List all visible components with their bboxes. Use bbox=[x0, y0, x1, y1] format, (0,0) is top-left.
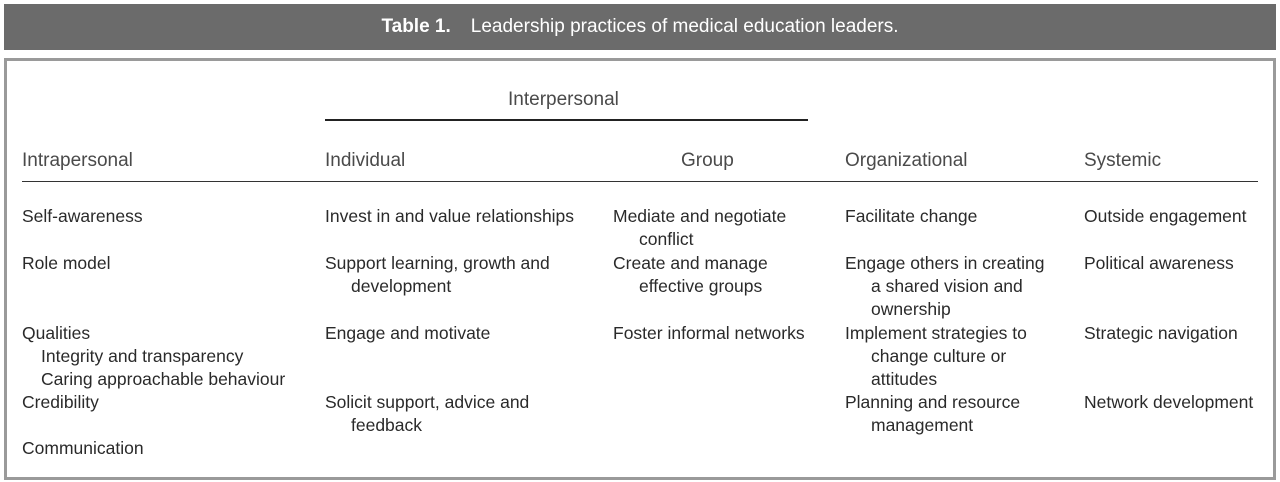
organizational-implement-line2: change culture or bbox=[871, 346, 1007, 366]
individual-engage-motivate: Engage and motivate bbox=[325, 323, 491, 343]
individual-support-learning-line1: Support learning, growth and bbox=[325, 253, 550, 273]
group-create-manage-line1: Create and manage bbox=[613, 253, 768, 273]
organizational-engage-others-line3: ownership bbox=[871, 299, 951, 319]
table-frame bbox=[4, 58, 1276, 480]
organizational-planning-line1: Planning and resource bbox=[845, 392, 1021, 412]
header-organizational: Organizational bbox=[845, 150, 968, 171]
group-create-manage-line2: effective groups bbox=[639, 276, 763, 296]
table-caption-title: Leadership practices of medical education leaders. bbox=[470, 16, 899, 37]
table-caption-label: Table 1. bbox=[381, 16, 451, 37]
spanner-rule bbox=[325, 119, 808, 121]
systemic-network-development: Network development bbox=[1084, 392, 1254, 412]
organizational-implement-line3: attitudes bbox=[871, 369, 938, 389]
header-systemic: Systemic bbox=[1084, 150, 1162, 171]
intrapersonal-quality-integrity: Integrity and transparency bbox=[41, 346, 244, 366]
header-group: Group bbox=[681, 150, 734, 171]
intrapersonal-role-model: Role model bbox=[22, 253, 111, 273]
header-rule bbox=[22, 181, 1258, 182]
intrapersonal-credibility: Credibility bbox=[22, 392, 99, 412]
header-individual: Individual bbox=[325, 150, 406, 171]
individual-solicit-support-line1: Solicit support, advice and bbox=[325, 392, 530, 412]
organizational-facilitate-change: Facilitate change bbox=[845, 206, 978, 226]
group-foster-networks: Foster informal networks bbox=[613, 323, 805, 343]
systemic-political-awareness: Political awareness bbox=[1084, 253, 1234, 273]
organizational-engage-others-line2: a shared vision and bbox=[871, 276, 1023, 296]
intrapersonal-quality-caring: Caring approachable behaviour bbox=[41, 369, 286, 389]
group-mediate-line1: Mediate and negotiate bbox=[613, 206, 787, 226]
intrapersonal-qualities: Qualities bbox=[22, 323, 91, 343]
intrapersonal-self-awareness: Self-awareness bbox=[22, 206, 143, 226]
group-mediate-line2: conflict bbox=[639, 229, 694, 249]
individual-support-learning-line2: development bbox=[351, 276, 452, 296]
organizational-planning-line2: management bbox=[871, 415, 974, 435]
systemic-strategic-navigation: Strategic navigation bbox=[1084, 323, 1238, 343]
individual-solicit-support-line2: feedback bbox=[351, 415, 423, 435]
table-caption-bar bbox=[4, 4, 1276, 50]
organizational-engage-others-line1: Engage others in creating bbox=[845, 253, 1045, 273]
header-intrapersonal: Intrapersonal bbox=[22, 150, 133, 171]
systemic-outside-engagement: Outside engagement bbox=[1084, 206, 1247, 226]
organizational-implement-line1: Implement strategies to bbox=[845, 323, 1027, 343]
individual-invest-relationships: Invest in and value relationships bbox=[325, 206, 575, 226]
interpersonal-spanner-header: Interpersonal bbox=[508, 89, 619, 110]
intrapersonal-communication: Communication bbox=[22, 438, 144, 458]
